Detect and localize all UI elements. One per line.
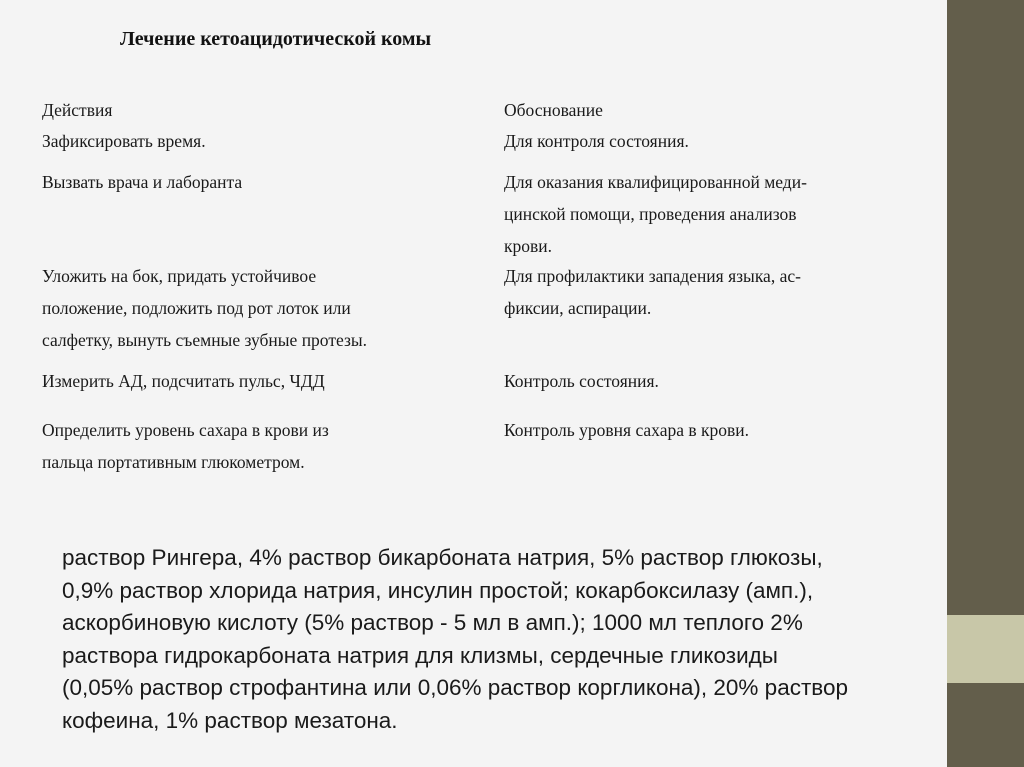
row-5-reason bbox=[504, 414, 749, 446]
medications-line: (0,05% раствор строфантина или 0,06% раствор коргликона), 20% раствор bbox=[62, 675, 848, 700]
row-1-action-line: Зафиксировать время. bbox=[42, 131, 206, 151]
row-3-action-line: положение, подложить под рот лоток или bbox=[42, 298, 351, 318]
slide-title: Лечение кетоацидотической комы bbox=[120, 28, 432, 50]
row-5-reason-line: Контроль уровня сахара в крови. bbox=[504, 420, 750, 440]
row-3-reason-line: фиксии, аспирации. bbox=[504, 298, 652, 318]
medications-line: 0,9% раствор хлорида натрия, инсулин простой; кокарбоксилазу (амп.), bbox=[62, 577, 814, 603]
row-2-reason-line: цинской помощи, проведения анализов bbox=[504, 204, 797, 224]
row-1-reason bbox=[504, 125, 689, 157]
side-decoration-accent bbox=[947, 615, 1024, 683]
medications-line: аскорбиновую кислоту (5% раствор - 5 мл в амп.); 1000 мл теплого 2% bbox=[62, 610, 803, 635]
row-3-action bbox=[42, 260, 367, 356]
row-2-action-line: Вызвать врача и лаборанта bbox=[42, 172, 243, 192]
row-2-reason-line: Для оказания квалифицированной меди- bbox=[504, 172, 807, 192]
row-4-reason bbox=[504, 365, 659, 397]
row-4-action-line: Измерить АД, подсчитать пульс, ЧДД bbox=[42, 371, 325, 391]
row-3-reason bbox=[504, 260, 801, 324]
row-3-action-line: Уложить на бок, придать устойчивое bbox=[42, 266, 317, 286]
row-1-reason-line: Для контроля состояния. bbox=[504, 131, 689, 151]
row-1-action bbox=[42, 125, 206, 157]
row-4-reason-line: Контроль состояния. bbox=[504, 371, 659, 391]
row-2-reason bbox=[504, 166, 807, 262]
row-3-action-line: салфетку, вынуть съемные зубные протезы. bbox=[42, 330, 367, 350]
row-5-action-line: пальца портативным глюкометром. bbox=[42, 452, 305, 472]
medications-line: кофеина, 1% раствор мезатона. bbox=[62, 707, 398, 733]
row-5-action bbox=[42, 414, 329, 478]
medications-line: раствор Рингера, 4% раствор бикарбоната натрия, 5% раствор глюкозы, bbox=[62, 545, 823, 570]
row-3-reason-line: Для профилактики западения языка, ас- bbox=[504, 266, 801, 286]
medications-line: раствора гидрокарбоната натрия для клизмы, сердечные гликозиды bbox=[62, 642, 778, 668]
header-actions: Действия bbox=[42, 100, 113, 120]
row-5-action-line: Определить уровень сахара в крови из bbox=[42, 420, 329, 440]
row-4-action bbox=[42, 365, 325, 397]
medications-paragraph bbox=[62, 542, 848, 737]
row-2-action bbox=[42, 166, 242, 198]
header-reason: Обоснование bbox=[504, 100, 603, 120]
row-2-reason-line: крови. bbox=[504, 236, 553, 256]
